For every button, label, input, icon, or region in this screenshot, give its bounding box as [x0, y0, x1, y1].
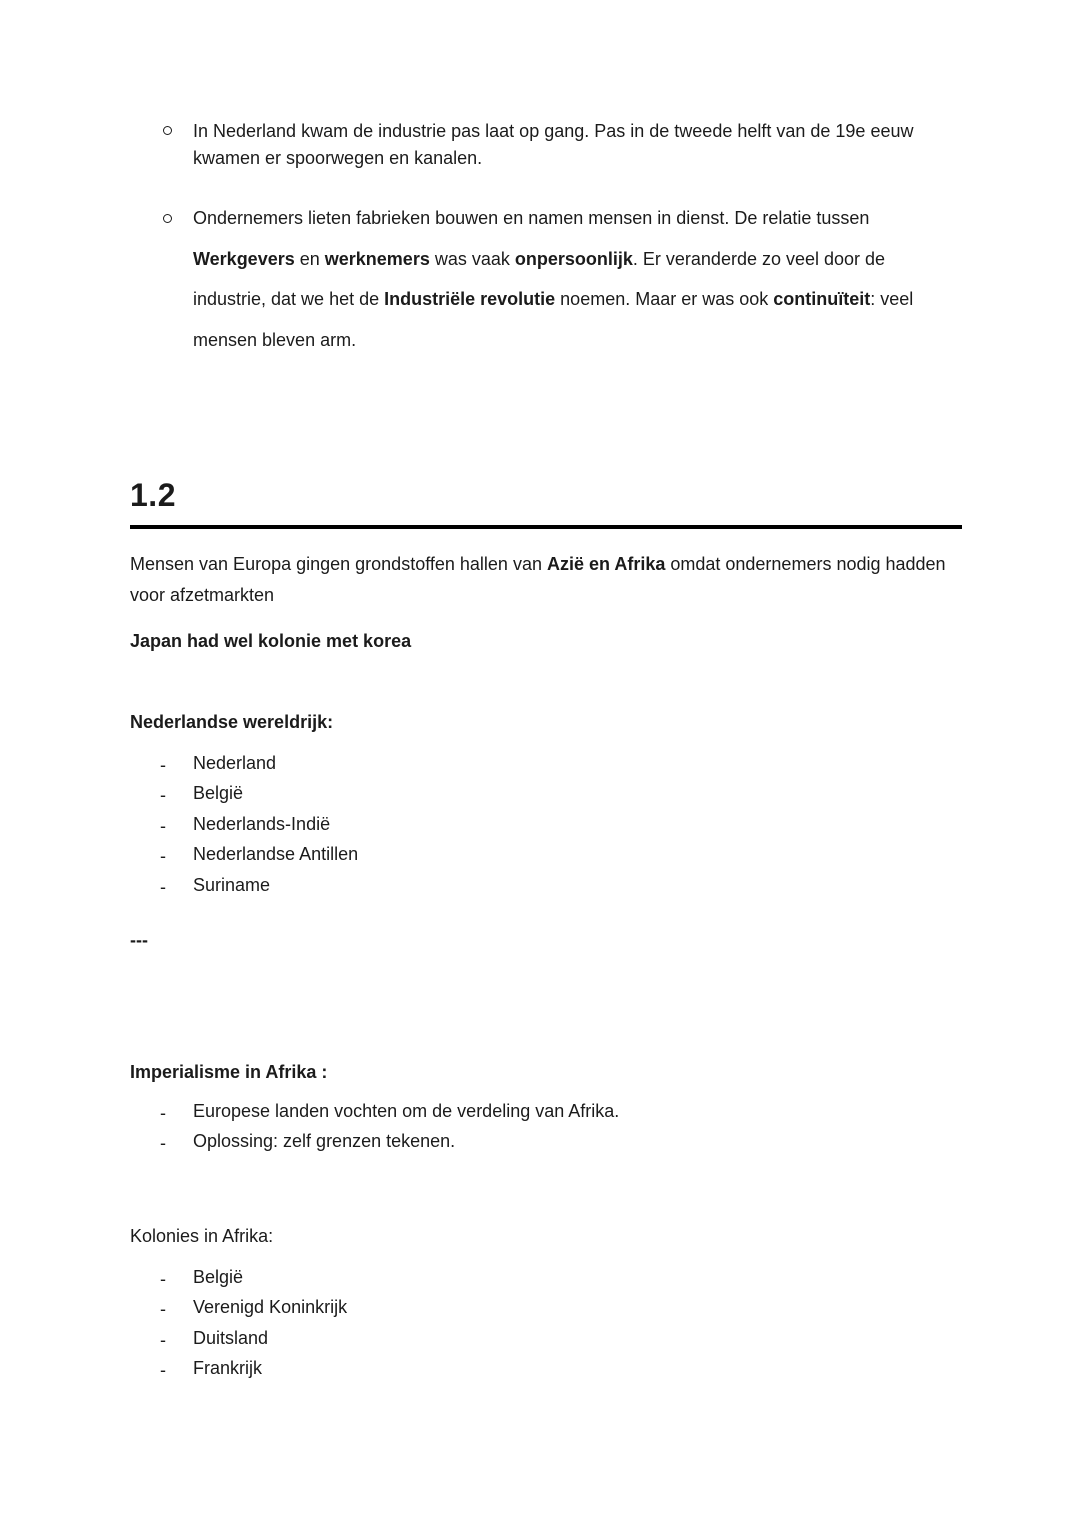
dash-bullet-icon: - [160, 785, 166, 806]
list-item-text [193, 118, 962, 172]
list-item [130, 780, 962, 811]
list-item [130, 1098, 962, 1129]
circle-bullet-glyph [163, 126, 172, 135]
list-item-text: Suriname [193, 874, 271, 895]
nederlandse-wereldrijk-list [130, 750, 962, 903]
bold-text: werknemers [324, 248, 430, 269]
text-run: Kolonies in Afrika: [130, 1225, 274, 1246]
list-item-text [193, 198, 962, 360]
list-item-text: Verenigd Koninkrijk [193, 1297, 348, 1318]
dash-bullet-icon: - [160, 815, 166, 836]
nederlandse-wereldrijk-heading [130, 707, 962, 738]
dash-bullet-icon: - [160, 1268, 166, 1289]
list-item [130, 841, 962, 872]
dash-bullet-icon: - [160, 876, 166, 897]
dash-bullet-icon: - [160, 1329, 166, 1350]
dash-bullet-icon: - [160, 1133, 166, 1154]
text-run: . Er veranderde zo veel door de industrie, dat we het de [193, 248, 886, 309]
circle-bullet-icon [130, 118, 193, 135]
text-run: omdat ondernemers nodig hadden voor afzetmarkten [130, 554, 946, 605]
bold-text: --- [130, 929, 148, 950]
list-item [130, 811, 962, 842]
list-item [130, 118, 962, 172]
japan-note [130, 626, 962, 657]
text-run: : veel mensen bleven arm. [193, 289, 914, 350]
divider-dashes [130, 925, 962, 956]
imperialisme-list [130, 1098, 962, 1159]
dash-bullet-icon: - [160, 1299, 166, 1320]
bold-text: onpersoonlijk [514, 248, 633, 269]
bold-text: Nederlandse wereldrijk: [130, 711, 334, 732]
circle-bullet-glyph [163, 214, 172, 223]
kolonies-list [130, 1264, 962, 1386]
list-item-text: Europese landen vochten om de verdeling van Afrika. [193, 1100, 620, 1121]
bold-text: Industriële revolutie [384, 289, 556, 309]
text-run: noemen. Maar er was ook [555, 289, 774, 309]
dash-bullet-icon: - [160, 1360, 166, 1381]
text-run: In Nederland kwam de industrie pas laat op gang. Pas in de tweede helft van de 19e eeuw kwamen er spoorwegen en kanalen. [193, 121, 914, 168]
bold-text: Werkgevers [193, 248, 295, 269]
circle-bullet-icon [130, 198, 193, 223]
list-item-text: België [193, 783, 244, 804]
list-item [130, 750, 962, 781]
list-item [130, 872, 962, 903]
list-item-text: Oplossing: zelf grenzen tekenen. [193, 1131, 456, 1152]
list-item-text: België [193, 1266, 244, 1287]
text-run: was vaak [429, 248, 515, 269]
bold-text: continuïteit [773, 289, 871, 309]
bold-text: Japan had wel kolonie met korea [130, 631, 412, 652]
section-heading-1-2: 1.2 [130, 478, 962, 529]
list-item-text: Nederlandse Antillen [193, 844, 359, 865]
list-item-text: Duitsland [193, 1327, 269, 1348]
list-item [130, 198, 962, 360]
text-run: Mensen van Europa gingen grondstoffen hallen van [130, 554, 547, 575]
list-item-text: Nederland [193, 752, 277, 773]
dash-bullet-icon: - [160, 754, 166, 775]
text-run: Ondernemers lieten fabrieken bouwen en namen mensen in dienst. De relatie tussen [193, 208, 870, 228]
list-item-text: Nederlands-Indië [193, 813, 331, 834]
intro-paragraph [130, 549, 962, 610]
imperialisme-heading [130, 1057, 962, 1088]
list-item [130, 1294, 962, 1325]
dash-bullet-icon: - [160, 1102, 166, 1123]
list-item [130, 1128, 962, 1159]
list-item [130, 1325, 962, 1356]
list-item [130, 1264, 962, 1295]
bold-text: Imperialisme in Afrika : [130, 1062, 328, 1083]
kolonies-heading [130, 1221, 962, 1252]
dash-bullet-icon: - [160, 846, 166, 867]
text-run: en [294, 248, 325, 269]
list-item-text: Frankrijk [193, 1358, 263, 1379]
document-body [130, 118, 962, 1386]
industrie-bullet-list [130, 118, 962, 360]
list-item [130, 1355, 962, 1386]
bold-text: Azië en Afrika [546, 554, 666, 575]
